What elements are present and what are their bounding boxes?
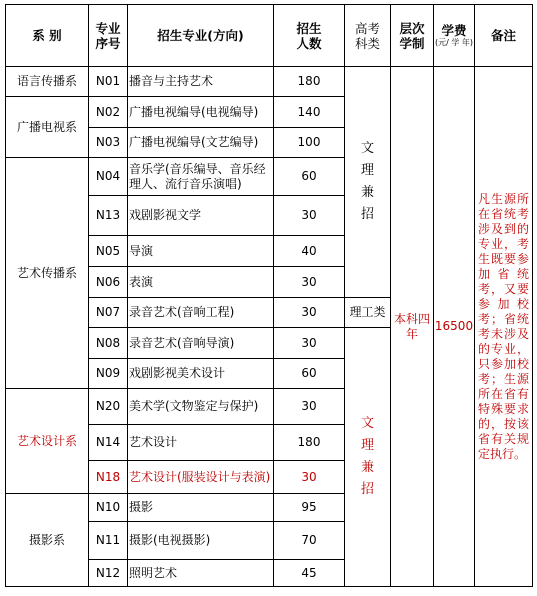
major-cell [128, 560, 274, 587]
dept-cell: 艺术传播系 [6, 158, 89, 389]
quota-cell: 60 [274, 359, 345, 389]
code-cell: N05 [89, 236, 128, 267]
quota-cell: 180 [274, 67, 345, 97]
major-cell [128, 328, 274, 359]
header-exam-text: 高考 科类 [354, 20, 380, 51]
major-text: 音乐学(音乐编导、音乐经理人、流行音乐演唱) [129, 161, 266, 191]
admissions-table [5, 4, 533, 587]
major-cell [128, 97, 274, 128]
major-text: 广播电视编导(文艺编导) [129, 135, 259, 149]
level-cell: 本科四年 [391, 67, 434, 587]
code-cell: N04 [89, 158, 128, 196]
major-text: 戏剧影视文学 [129, 208, 202, 222]
quota-cell: 100 [274, 128, 345, 158]
major-text: 导演 [129, 243, 154, 258]
exam-type-text: 文理兼招 [360, 141, 374, 222]
quota-cell: 70 [274, 522, 345, 560]
header-fee-text: 学费 [441, 23, 467, 38]
major-cell [128, 128, 274, 158]
exam-type-cell [345, 67, 391, 298]
header-dept: 系 别 [6, 5, 89, 67]
header-fee [434, 5, 475, 67]
code-cell: N07 [89, 298, 128, 328]
code-cell: N10 [89, 494, 128, 522]
major-text: 摄影 [129, 500, 154, 514]
quota-cell: 30 [274, 389, 345, 425]
header-code [89, 5, 128, 67]
major-cell [128, 359, 274, 389]
quota-cell: 95 [274, 494, 345, 522]
exam-type-text-2: 文理兼招 [360, 416, 374, 497]
exam-type-science-cell: 理工类 [345, 298, 391, 328]
major-cell [128, 522, 274, 560]
table-row [6, 67, 533, 97]
dept-cell: 摄影系 [6, 494, 89, 587]
code-cell: N12 [89, 560, 128, 587]
header-level [391, 5, 434, 67]
major-cell [128, 425, 274, 461]
major-text: 录音艺术(音响导演) [129, 335, 235, 350]
quota-cell: 30 [274, 298, 345, 328]
major-text: 美术学(文物鉴定与保护) [129, 399, 259, 413]
major-text: 播音与主持艺术 [129, 74, 214, 88]
code-cell: N01 [89, 67, 128, 97]
major-cell [128, 236, 274, 267]
major-cell [128, 67, 274, 97]
quota-cell: 30 [274, 196, 345, 236]
major-text: 摄影(电视摄影) [129, 533, 211, 547]
code-cell: N08 [89, 328, 128, 359]
quota-cell: 45 [274, 560, 345, 587]
quota-cell: 30 [274, 461, 345, 494]
code-cell: N13 [89, 196, 128, 236]
quota-cell: 30 [274, 328, 345, 359]
major-cell [128, 298, 274, 328]
dept-cell: 广播电视系 [6, 97, 89, 158]
header-code-text: 专业 序号 [95, 20, 121, 51]
code-cell: N18 [89, 461, 128, 494]
major-text: 照明艺术 [129, 565, 178, 580]
dept-cell: 语言传播系 [6, 67, 89, 97]
header-row [6, 5, 533, 67]
major-cell [128, 389, 274, 425]
code-cell: N02 [89, 97, 128, 128]
header-quota-text: 招生 人数 [296, 20, 322, 51]
code-cell: N20 [89, 389, 128, 425]
quota-cell: 140 [274, 97, 345, 128]
major-text: 艺术设计(服装设计与表演) [129, 469, 271, 484]
major-cell [128, 158, 274, 196]
header-major: 招生专业(方向) [128, 5, 274, 67]
major-cell [128, 461, 274, 494]
exam-type-cell-2 [345, 328, 391, 587]
major-cell [128, 267, 274, 298]
major-text: 表演 [129, 274, 154, 289]
code-cell: N11 [89, 522, 128, 560]
code-cell: N14 [89, 425, 128, 461]
quota-cell: 30 [274, 267, 345, 298]
major-cell [128, 196, 274, 236]
quota-cell: 40 [274, 236, 345, 267]
code-cell: N09 [89, 359, 128, 389]
header-exam [345, 5, 391, 67]
major-cell [128, 494, 274, 522]
code-cell: N06 [89, 267, 128, 298]
major-text: 广播电视编导(电视编导) [129, 104, 259, 119]
header-note: 备注 [475, 5, 533, 67]
quota-cell: 60 [274, 158, 345, 196]
major-text: 录音艺术(音响工程) [129, 305, 235, 319]
header-quota [274, 5, 345, 67]
quota-cell: 180 [274, 425, 345, 461]
note-cell: 凡生源所在省统考涉及到的专业，考生既要参加省统考，又要参加校考；省统考未涉及的专业，只参加校考；生源所在省有特殊要求的，按该省有关规定执行。 [475, 67, 533, 587]
header-level-text: 层次 学制 [399, 20, 425, 51]
header-fee-unit: (元/ 学 年) [434, 38, 474, 47]
major-text: 戏剧影视美术设计 [129, 366, 226, 380]
code-cell: N03 [89, 128, 128, 158]
dept-cell: 艺术设计系 [6, 389, 89, 494]
fee-cell: 16500 [434, 67, 475, 587]
major-text: 艺术设计 [129, 435, 178, 449]
